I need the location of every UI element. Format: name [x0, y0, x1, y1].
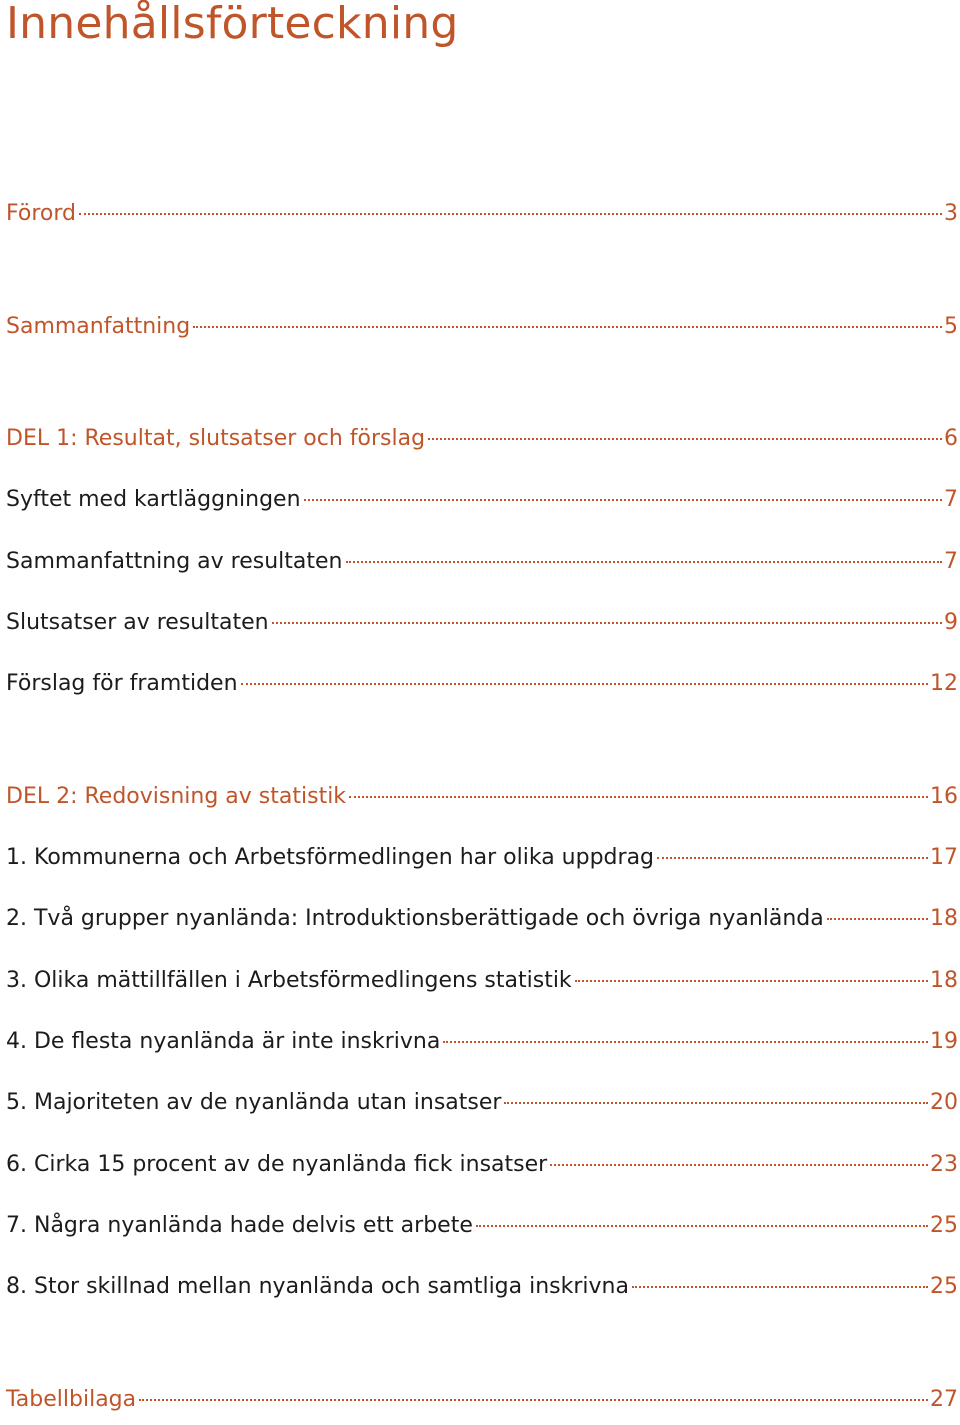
dot-leader — [476, 1225, 928, 1227]
toc-entry-page: 7 — [944, 549, 958, 574]
toc-entry-text: Syftet med kartläggningen — [6, 487, 301, 512]
toc-entry-chapter-4[interactable] — [6, 1024, 958, 1060]
toc-entry-chapter-7[interactable] — [6, 1208, 958, 1244]
toc-entry-sammanfattning[interactable] — [6, 309, 958, 345]
page-title: Innehållsförteckning — [6, 0, 459, 49]
toc-entry-chapter-6[interactable] — [6, 1147, 958, 1183]
toc-entry-del-1[interactable] — [6, 421, 958, 457]
toc-entry-page: 9 — [944, 610, 958, 635]
toc-entry-page: 3 — [944, 201, 958, 226]
toc-entry-del-2[interactable] — [6, 779, 958, 815]
toc-entry-text: 8. Stor skillnad mellan nyanlända och samtliga inskrivna — [6, 1274, 629, 1299]
toc-entry-text: 6. Cirka 15 procent av de nyanlända fick insatser — [6, 1152, 548, 1177]
toc-entry-text: 3. Olika mättillfällen i Arbetsförmedlingens statistik — [6, 968, 572, 993]
toc-entry-chapter-2[interactable] — [6, 901, 958, 937]
dot-leader — [428, 438, 942, 440]
toc-entry-syftet[interactable] — [6, 482, 958, 518]
toc-entry-chapter-8[interactable] — [6, 1269, 958, 1305]
toc-entry-text: 1. Kommunerna och Arbetsförmedlingen har olika uppdrag — [6, 845, 655, 870]
dot-leader — [504, 1102, 928, 1104]
toc-entry-chapter-5[interactable] — [6, 1085, 958, 1121]
dot-leader — [443, 1041, 928, 1043]
toc-entry-text: 4. De flesta nyanlända är inte inskrivna — [6, 1029, 441, 1054]
toc-entry-page: 23 — [930, 1152, 958, 1177]
toc-entry-page: 12 — [930, 671, 958, 696]
toc-entry-slutsatser[interactable] — [6, 605, 958, 641]
toc-entry-page: 18 — [930, 906, 958, 931]
toc-entry-chapter-1[interactable] — [6, 840, 958, 876]
dot-leader — [241, 683, 928, 685]
toc-entry-text: 5. Majoriteten av de nyanlända utan insatser — [6, 1090, 502, 1115]
dot-leader — [349, 796, 928, 798]
dot-leader — [139, 1399, 928, 1401]
dot-leader — [657, 857, 928, 859]
dot-leader — [827, 918, 928, 920]
toc-entry-text: DEL 1: Resultat, slutsatser och förslag — [6, 426, 426, 451]
toc-entry-page: 25 — [930, 1213, 958, 1238]
toc-entry-page: 5 — [944, 314, 958, 339]
dot-leader — [346, 561, 943, 563]
toc-entry-forord[interactable] — [6, 196, 958, 232]
toc-entry-page: 20 — [930, 1090, 958, 1115]
toc-entry-sammanfattning-resultaten[interactable] — [6, 544, 958, 580]
toc-entry-page: 19 — [930, 1029, 958, 1054]
dot-leader — [304, 499, 942, 501]
toc-entry-text: DEL 2: Redovisning av statistik — [6, 784, 347, 809]
toc-entry-text: Sammanfattning av resultaten — [6, 549, 343, 574]
toc-entry-text: Förslag för framtiden — [6, 671, 238, 696]
toc-entry-page: 7 — [944, 487, 958, 512]
dot-leader — [193, 326, 942, 328]
dot-leader — [550, 1164, 928, 1166]
toc-entry-text: Sammanfattning — [6, 314, 191, 339]
toc-entry-text: Förord — [6, 201, 76, 226]
toc-entry-page: 27 — [930, 1387, 958, 1412]
toc-entry-text: 2. Två grupper nyanlända: Introduktionsberättigade och övriga nyanlända — [6, 906, 824, 931]
toc-entry-text: Slutsatser av resultaten — [6, 610, 269, 635]
dot-leader — [632, 1286, 928, 1288]
toc-entry-page: 6 — [944, 426, 958, 451]
dot-leader — [272, 622, 942, 624]
toc-entry-page: 25 — [930, 1274, 958, 1299]
toc-entry-forslag[interactable] — [6, 666, 958, 702]
toc-entry-page: 17 — [930, 845, 958, 870]
toc-entry-page: 18 — [930, 968, 958, 993]
toc-entry-text: 7. Några nyanlända hade delvis ett arbete — [6, 1213, 473, 1238]
toc-entry-page: 16 — [930, 784, 958, 809]
toc-entry-tabellbilaga[interactable] — [6, 1382, 958, 1418]
toc-entry-text: Tabellbilaga — [6, 1387, 137, 1412]
dot-leader — [575, 980, 928, 982]
toc-entry-chapter-3[interactable] — [6, 963, 958, 999]
dot-leader — [79, 213, 942, 215]
